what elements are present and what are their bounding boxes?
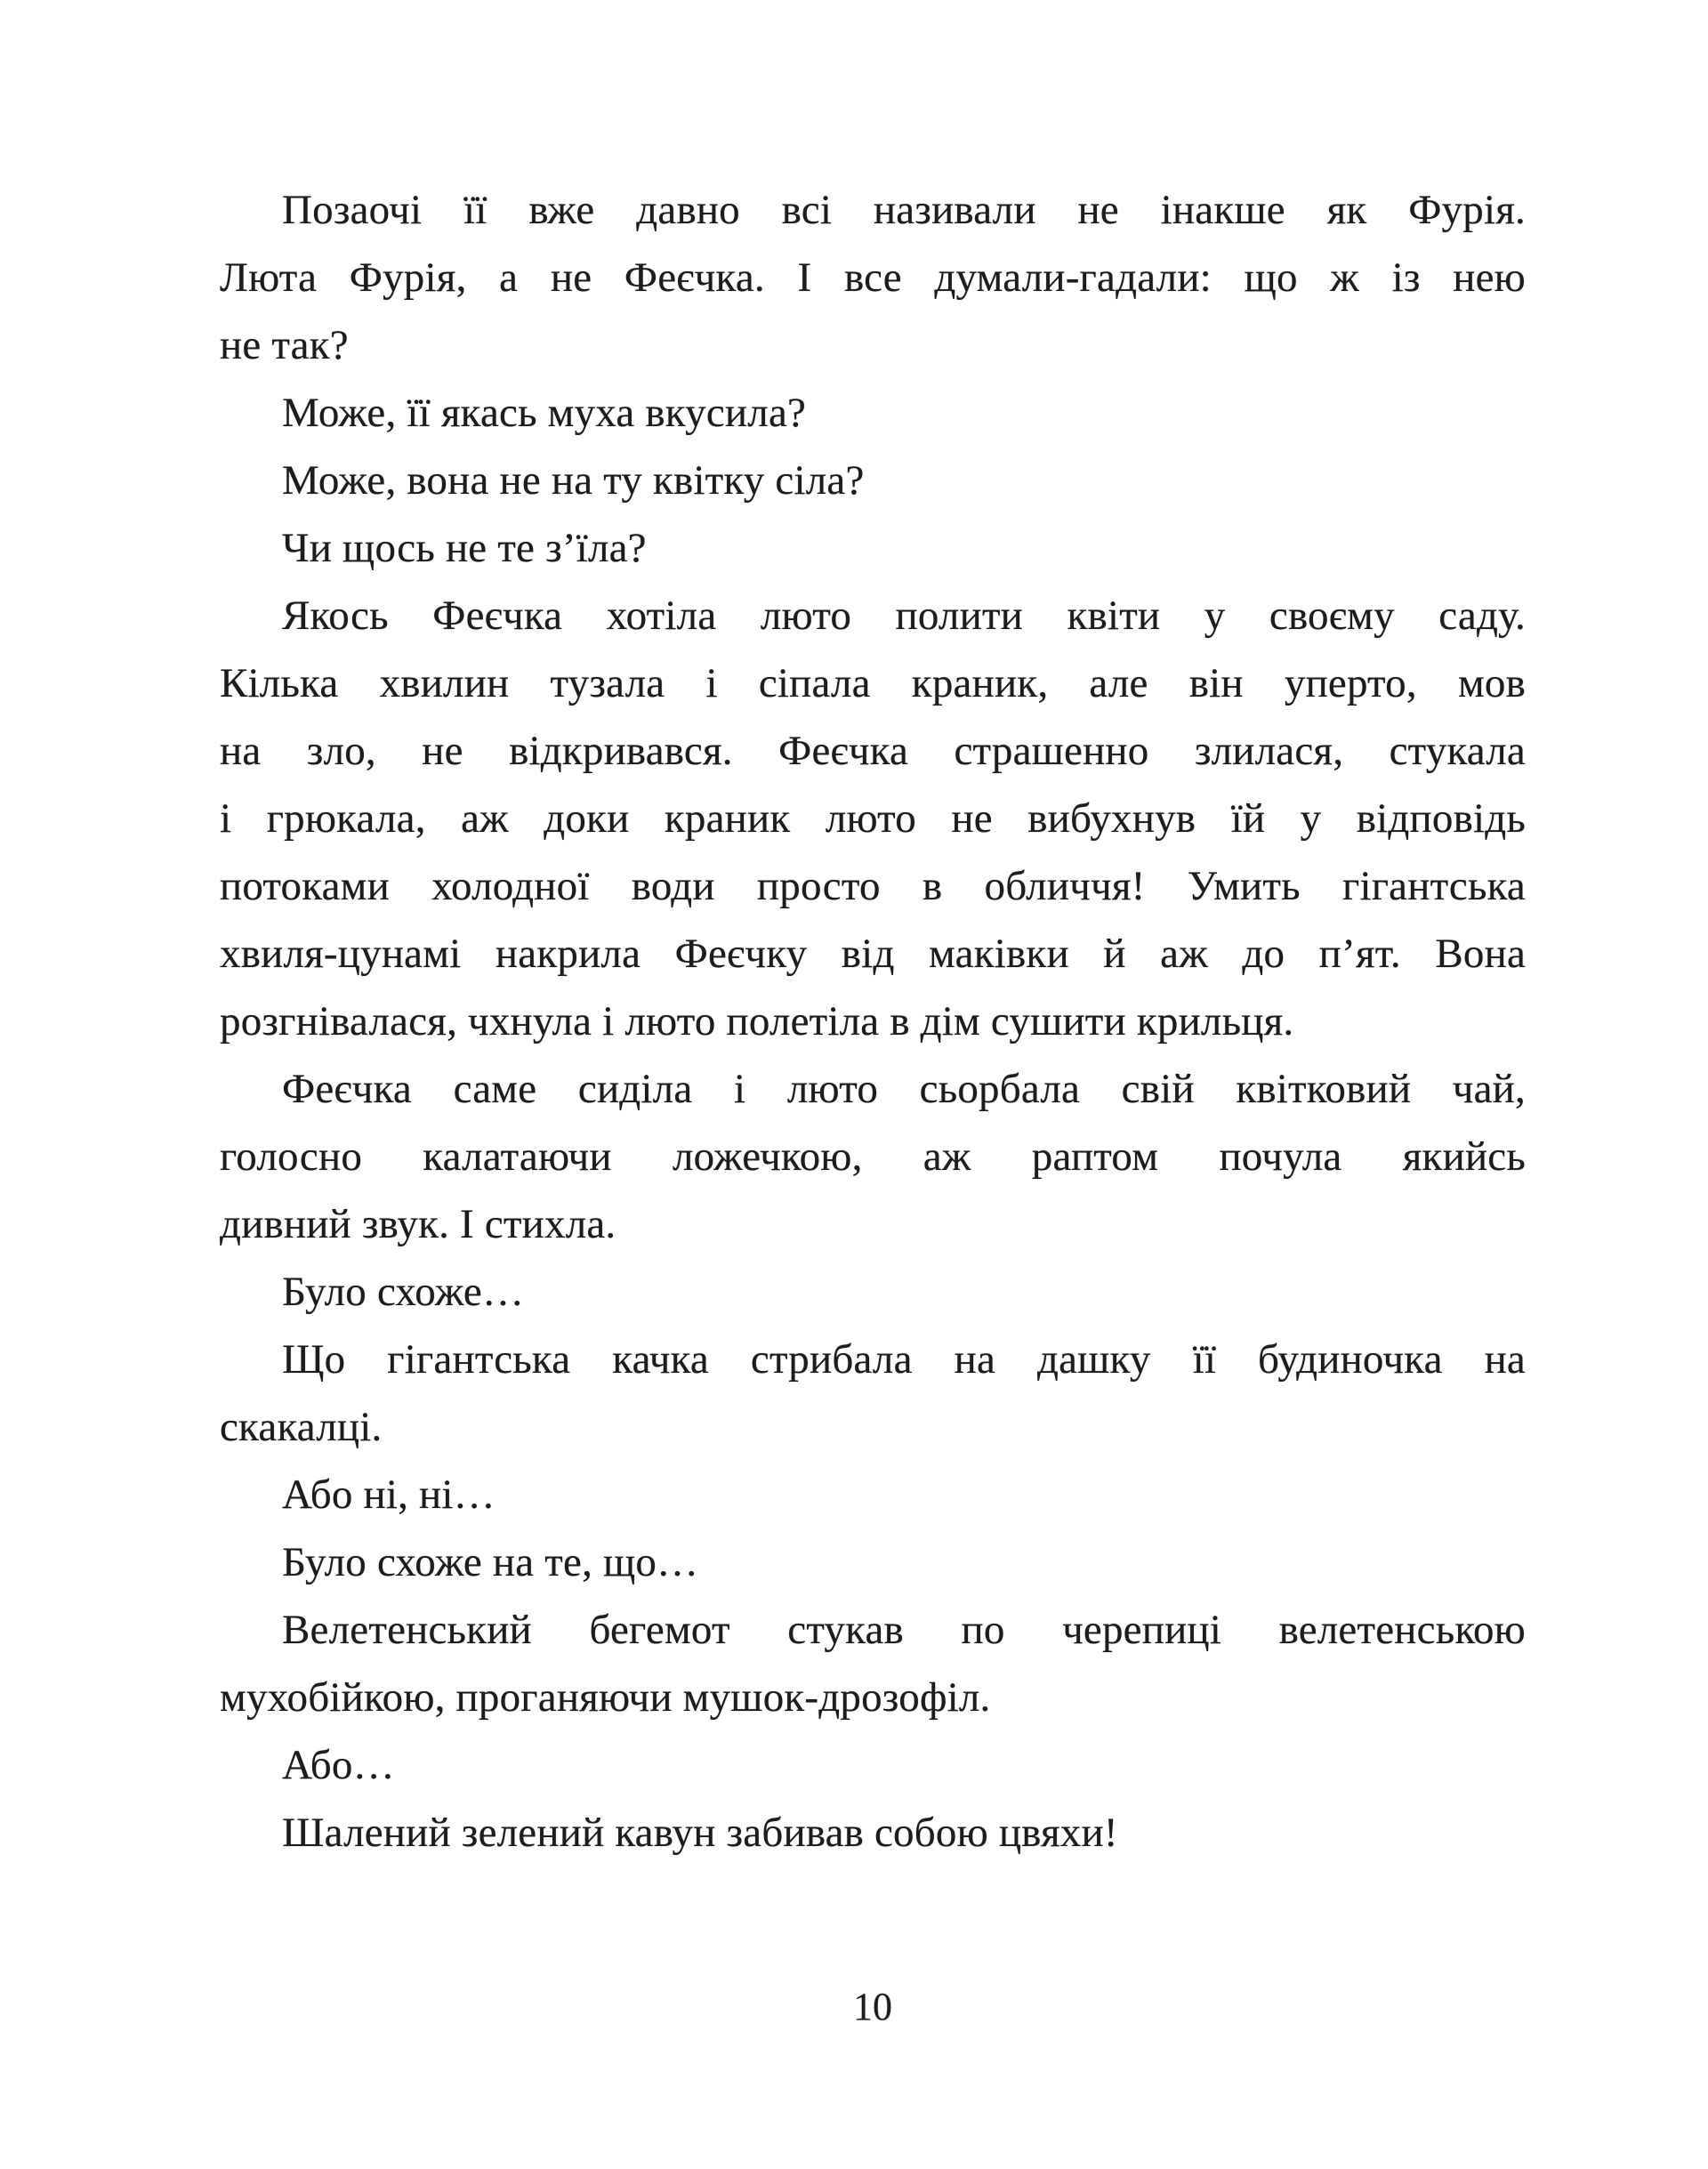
text-line: Може, вона не на ту квітку сіла? [282,457,865,504]
text-line: розгнівалася, чхнула і люто полетіла в дім сушити крильця. [220,998,1294,1044]
text-line: Феєчка саме сиділа і люто сьорбала свій квітковий чай, [282,1066,1526,1112]
body-text [220,176,1526,1867]
text-line: Велетенський бегемот стукав по черепиці велетенською [282,1607,1526,1653]
text-line: дивний звук. І стихла. [220,1201,616,1247]
text-line: Або ні, ні… [282,1472,495,1518]
text-line: Чи щось не те з’їла? [282,525,647,571]
text-line: голосно калатаючи ложечкою, аж раптом почула якийсь [220,1133,1526,1180]
text-line: Люта Фурія, а не Феєчка. І все думали-гадали: що ж із нею [220,254,1526,301]
text-line: Кілька хвилин тузала і сіпала краник, але він уперто, мов [220,660,1526,706]
text-line: Було схоже на те, що… [282,1539,699,1585]
text-line: хвиля-цунамі накрила Феєчку від маківки й аж до п’ят. Вона [220,931,1526,977]
text-line: Що гігантська качка стрибала на дашку її будиночка на [282,1336,1526,1383]
text-line: і грюкала, аж доки краник люто не вибухнув їй у відповідь [220,795,1526,842]
text-line: Або… [282,1742,395,1788]
text-line: Позаочі її вже давно всі називали не інакше як Фурія. [282,187,1526,233]
text-line: скакалці. [220,1404,383,1450]
text-line: потоками холодної води просто в обличчя! Умить гігантська [220,863,1526,909]
text-line: мухобійкою, проганяючи мушок-дрозофіл. [220,1674,991,1721]
text-line: на зло, не відкривався. Феєчка страшенно злилася, стукала [220,728,1526,774]
text-line: Якось Феєчка хотіла люто полити квіти у своєму саду. [282,593,1526,639]
page-number: 10 [853,1985,892,2028]
text-line: Було схоже… [282,1269,525,1315]
text-line: не так? [220,322,349,368]
text-line: Шалений зелений кавун забивав собою цвяхи! [282,1810,1118,1856]
text-line: Може, її якась муха вкусила? [282,390,807,436]
